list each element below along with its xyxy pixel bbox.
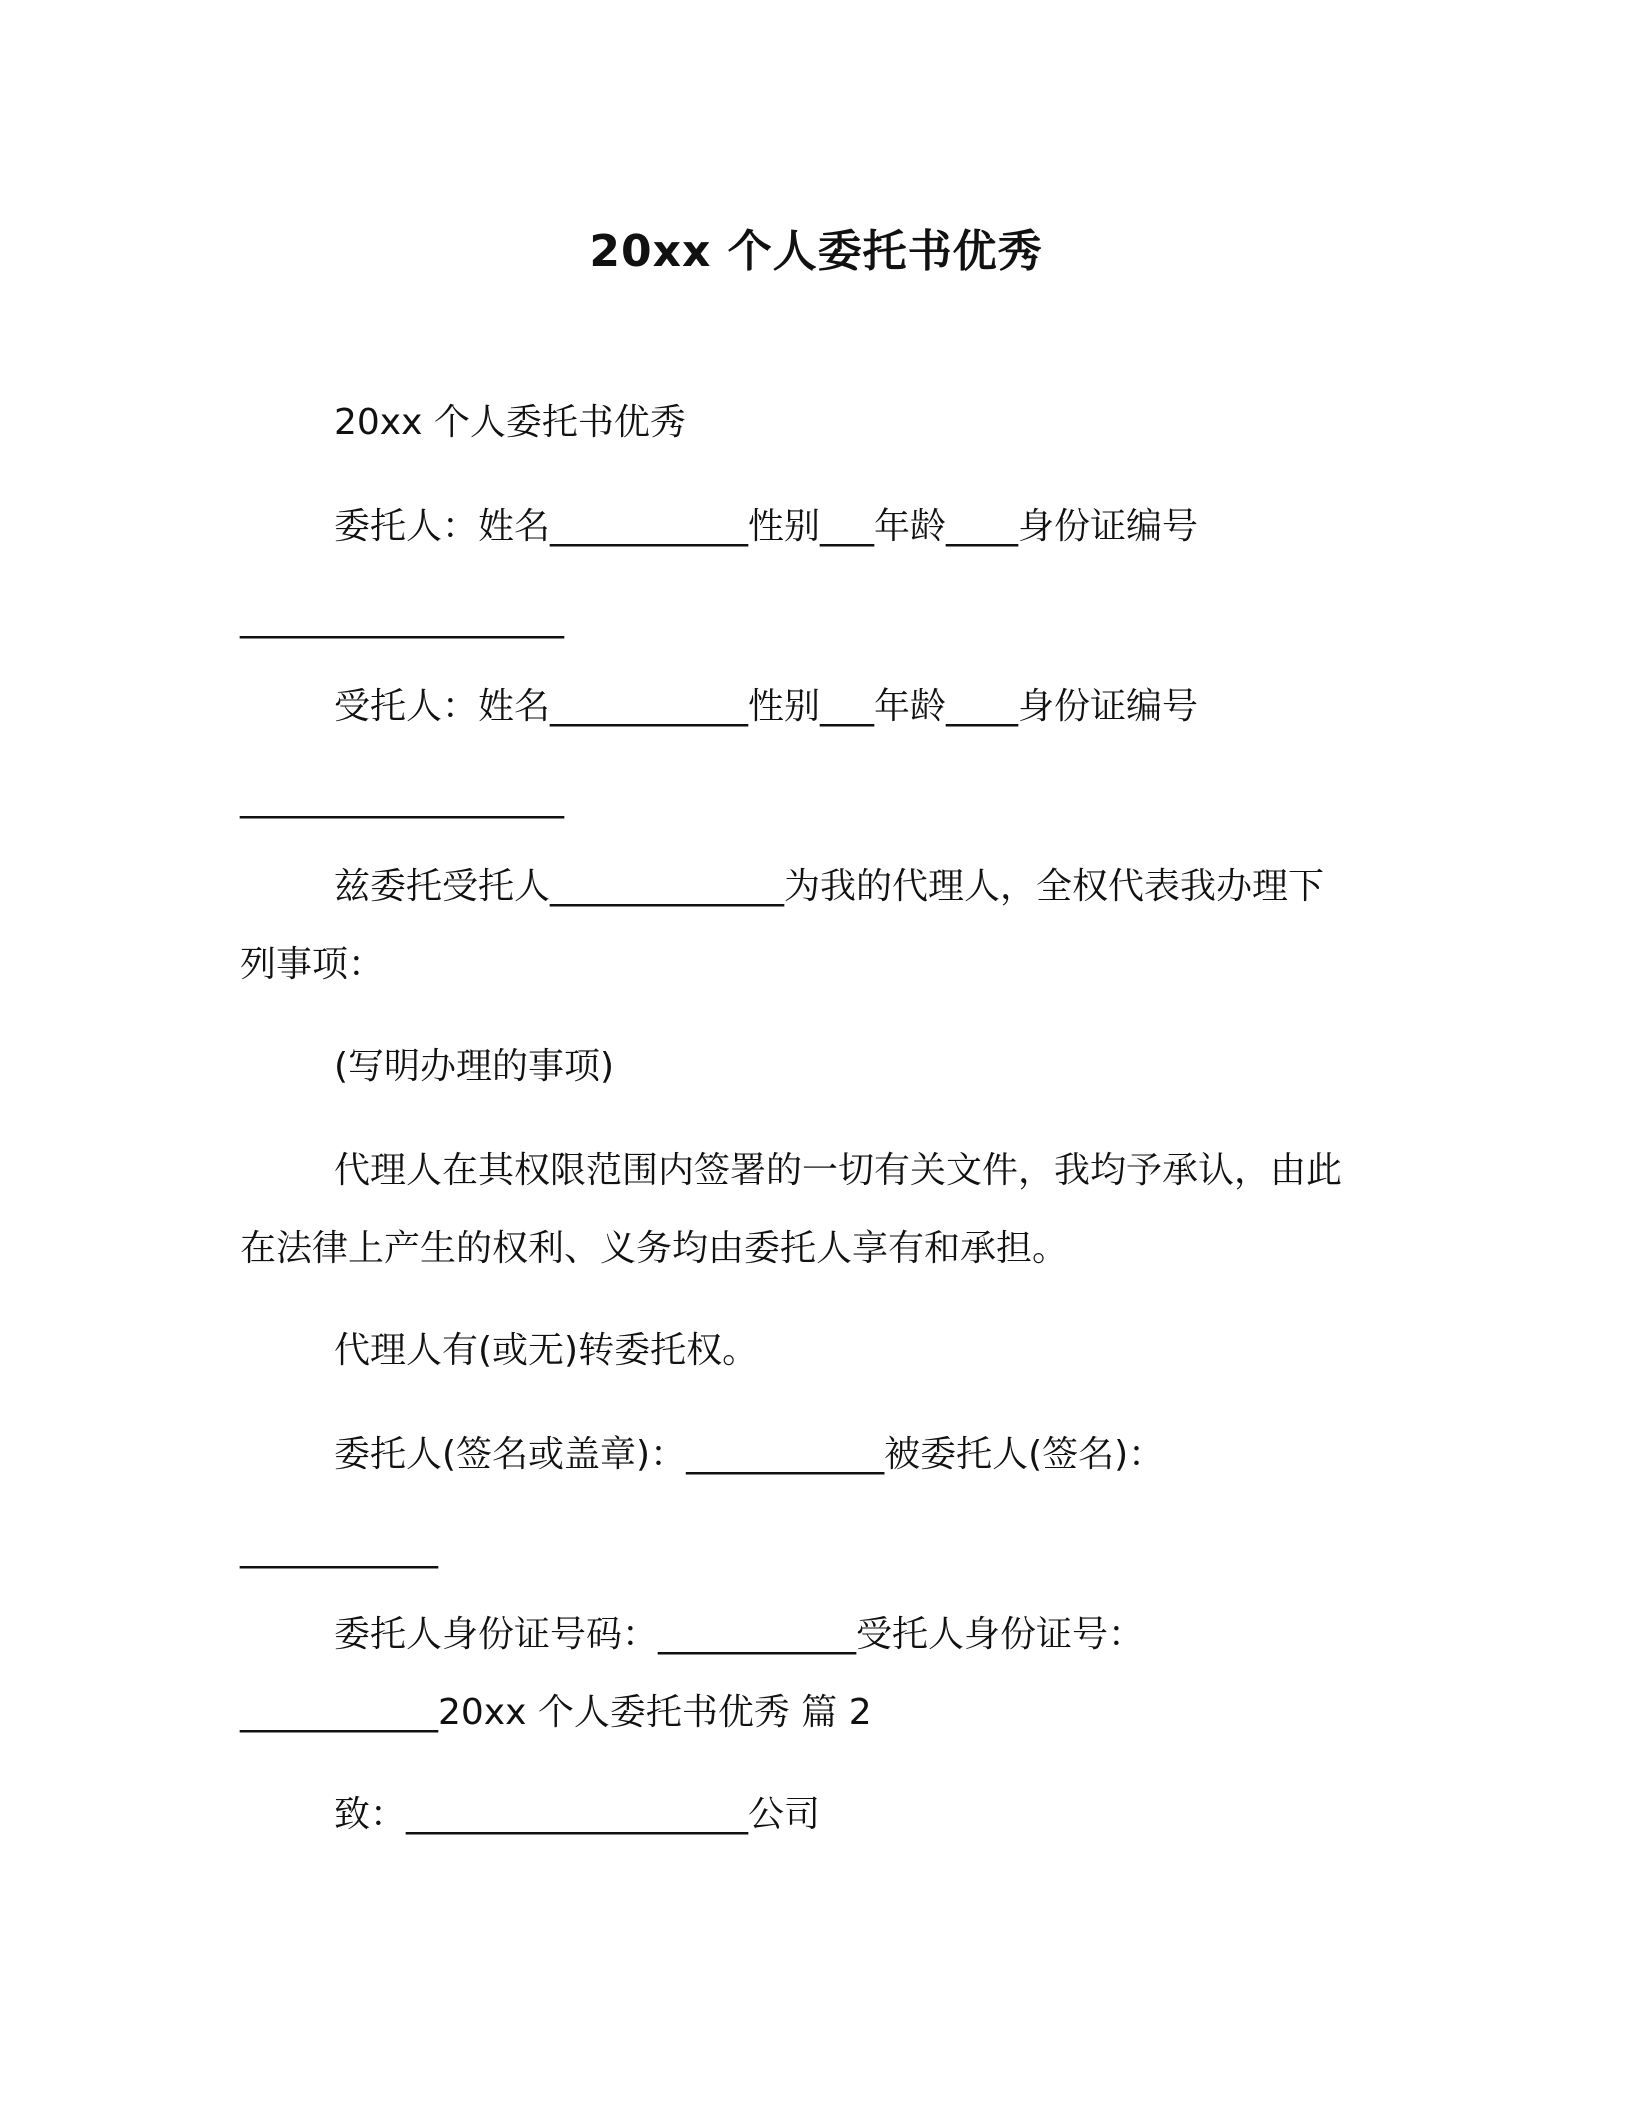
agent-id-blank: __________________ — [240, 778, 564, 819]
principal-info-line: 委托人：姓名___________性别___年龄____身份证编号 — [334, 506, 1199, 547]
signature-blank: ___________ — [240, 1528, 438, 1569]
acknowledgement-line-cont: 在法律上产生的权利、义务均由委托人享有和承担。 — [240, 1228, 1069, 1269]
subdelegation-line: 代理人有(或无)转委托权。 — [334, 1330, 759, 1371]
agent-info-line: 受托人：姓名___________性别___年龄____身份证编号 — [334, 686, 1199, 727]
id-number-line-cont: ___________20xx 个人委托书优秀 篇 2 — [240, 1692, 872, 1733]
matters-line: (写明办理的事项) — [334, 1046, 615, 1087]
subtitle-line: 20xx 个人委托书优秀 — [334, 402, 686, 443]
id-number-line: 委托人身份证号码：___________受托人身份证号： — [334, 1614, 1145, 1655]
document-title: 20xx 个人委托书优秀 — [589, 226, 1043, 277]
principal-id-blank: __________________ — [240, 598, 564, 639]
signature-line: 委托人(签名或盖章)：___________被委托人(签名)： — [334, 1434, 1165, 1475]
authorization-line: 兹委托受托人_____________为我的代理人，全权代表我办理下 — [334, 866, 1325, 907]
authorization-line-cont: 列事项： — [240, 944, 385, 985]
addressee-line: 致：___________________公司 — [334, 1794, 821, 1835]
acknowledgement-line: 代理人在其权限范围内签署的一切有关文件，我均予承认，由此 — [334, 1150, 1343, 1191]
